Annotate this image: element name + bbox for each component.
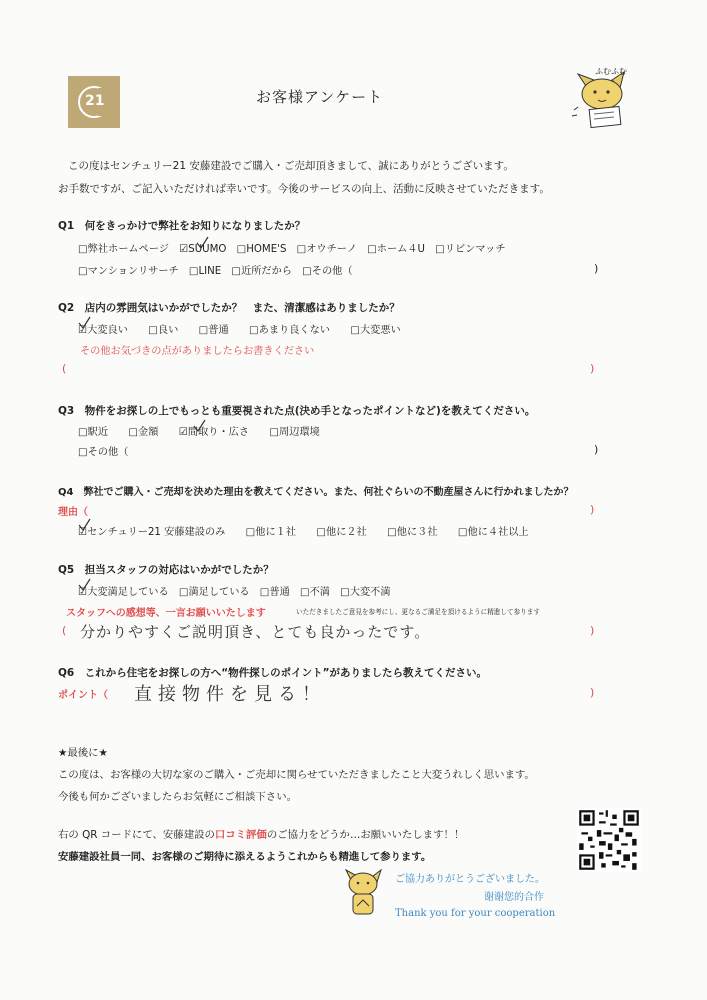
q1-close-paren: ) xyxy=(594,262,599,275)
intro-line-2: お手数ですが、ご記入いただければ幸いです。今後のサービスの向上、活動に反映させていただきます。 xyxy=(58,183,550,195)
q1-label: Q1 何をきっかけで弊社をお知りになりましたか？ xyxy=(58,220,306,232)
q5-options[interactable]: ☑大変満足している □満足している □普通 □不満 □大変不満 xyxy=(78,587,391,598)
q5-note: いただきましたご意見を参考にし、更なるご満足を頂けるように精進して参ります xyxy=(296,608,540,616)
thanks-ja: ご協力ありがとうございました。 xyxy=(395,874,545,885)
qr-request-line xyxy=(58,826,464,841)
q4-checkmark-icon xyxy=(77,518,91,532)
closing-final: 安藤建設社員一同、お客様のご期待に添えるようこれからも精進して参ります。 xyxy=(58,851,432,863)
q6-label: Q6 これから住宅をお探しの方へ“物件探しのポイント”がありましたら教えてください。 xyxy=(58,667,488,679)
q4-close-paren: ) xyxy=(590,503,595,516)
q2-options[interactable]: ☑大変良い □良い □普通 □あまり良くない □大変悪い xyxy=(78,325,401,336)
q6-point-label: ポイント（ xyxy=(58,690,108,701)
page-title: お客様アンケート xyxy=(256,88,384,106)
closing-heading: ★最後に★ xyxy=(58,747,108,759)
q3-label: Q3 物件をお探しの上でもっとも重要視された点(決め手となったポイントなど)を教えてください。 xyxy=(58,405,536,417)
q4-options[interactable]: ☑センチュリー21 安藤建設のみ □他に１社 □他に２社 □他に３社 □他に４社以上 xyxy=(78,527,529,538)
q2-checkmark-icon xyxy=(77,316,91,330)
thanks-en: Thank you for your cooperation xyxy=(395,908,556,919)
q5-label: Q5 担当スタッフの対応はいかがでしたか？ xyxy=(58,564,274,576)
q5-handwritten-answer[interactable]: 分かりやすくご説明頂き、とても良かったです。 xyxy=(80,623,431,641)
q1-checkmark-icon xyxy=(195,236,209,250)
q2-comment-field[interactable] xyxy=(80,362,580,378)
q5-close-paren: ) xyxy=(590,624,595,637)
q3-options-row1[interactable]: □駅近 □金額 ☑間取り・広さ □周辺環境 xyxy=(78,427,320,438)
closing-line-2: 今後も何かございましたらお気軽にご相談下さい。 xyxy=(58,791,297,803)
q5-prompt: スタッフへの感想等、一言お願いいたします xyxy=(66,608,266,619)
q2-close-paren: ) xyxy=(590,362,595,375)
q4-reason-field[interactable] xyxy=(100,503,580,519)
qr-request-pre: 右の QR コードにて、安藤建設の xyxy=(58,829,215,841)
logo-text: 21 xyxy=(85,93,105,109)
mascot-bowing-icon xyxy=(343,866,383,920)
mascot-caption: ふむふむ xyxy=(595,67,627,76)
q3-options-row2[interactable]: □その他（ xyxy=(78,447,129,458)
q2-open-paren: ( xyxy=(62,362,67,375)
q1-options-row1[interactable]: □弊社ホームページ ☑SUUMO □HOME'S □オウチーノ □ホーム４U □リビンマッチ xyxy=(78,244,506,255)
century21-logo xyxy=(68,76,120,128)
q5-checkmark-icon xyxy=(77,578,91,592)
qr-request-highlight: 口コミ評価 xyxy=(214,829,267,841)
q1-options-row2[interactable]: □マンションリサーチ □LINE □近所だから □その他（ xyxy=(78,266,353,277)
qr-code[interactable] xyxy=(577,808,641,872)
q6-handwritten-answer[interactable]: 直接物件を見る！ xyxy=(134,684,326,705)
q3-checkmark-icon xyxy=(192,419,206,433)
q5-open-paren: ( xyxy=(62,624,67,637)
closing-line-1: この度は、お客様の大切な家のご購入・ご売却に関らせていただきましたこと大変うれしく思います。 xyxy=(58,769,535,781)
thanks-zh: 谢谢您的合作 xyxy=(484,892,544,903)
qr-request-post: のご協力をどうか…お願いいたします！！ xyxy=(266,829,465,841)
q4-reason-label: 理由（ xyxy=(58,507,88,518)
q2-label: Q2 店内の雰囲気はいかがでしたか？ また、清潔感はありましたか？ xyxy=(58,302,400,314)
q3-close-paren: ) xyxy=(594,443,599,456)
q4-label: Q4 弊社でご購入・ご売却を決めた理由を教えてください。また、何社ぐらいの不動産屋さんに行かれましたか？ xyxy=(58,487,574,498)
q2-prompt: その他お気づきの点がありましたらお書きください xyxy=(80,346,315,357)
intro-line-1: この度はセンチュリー21 安藤建設でご購入・ご売却頂きまして、誠にありがとうございます。 xyxy=(68,160,514,172)
q6-close-paren: ) xyxy=(590,686,595,699)
